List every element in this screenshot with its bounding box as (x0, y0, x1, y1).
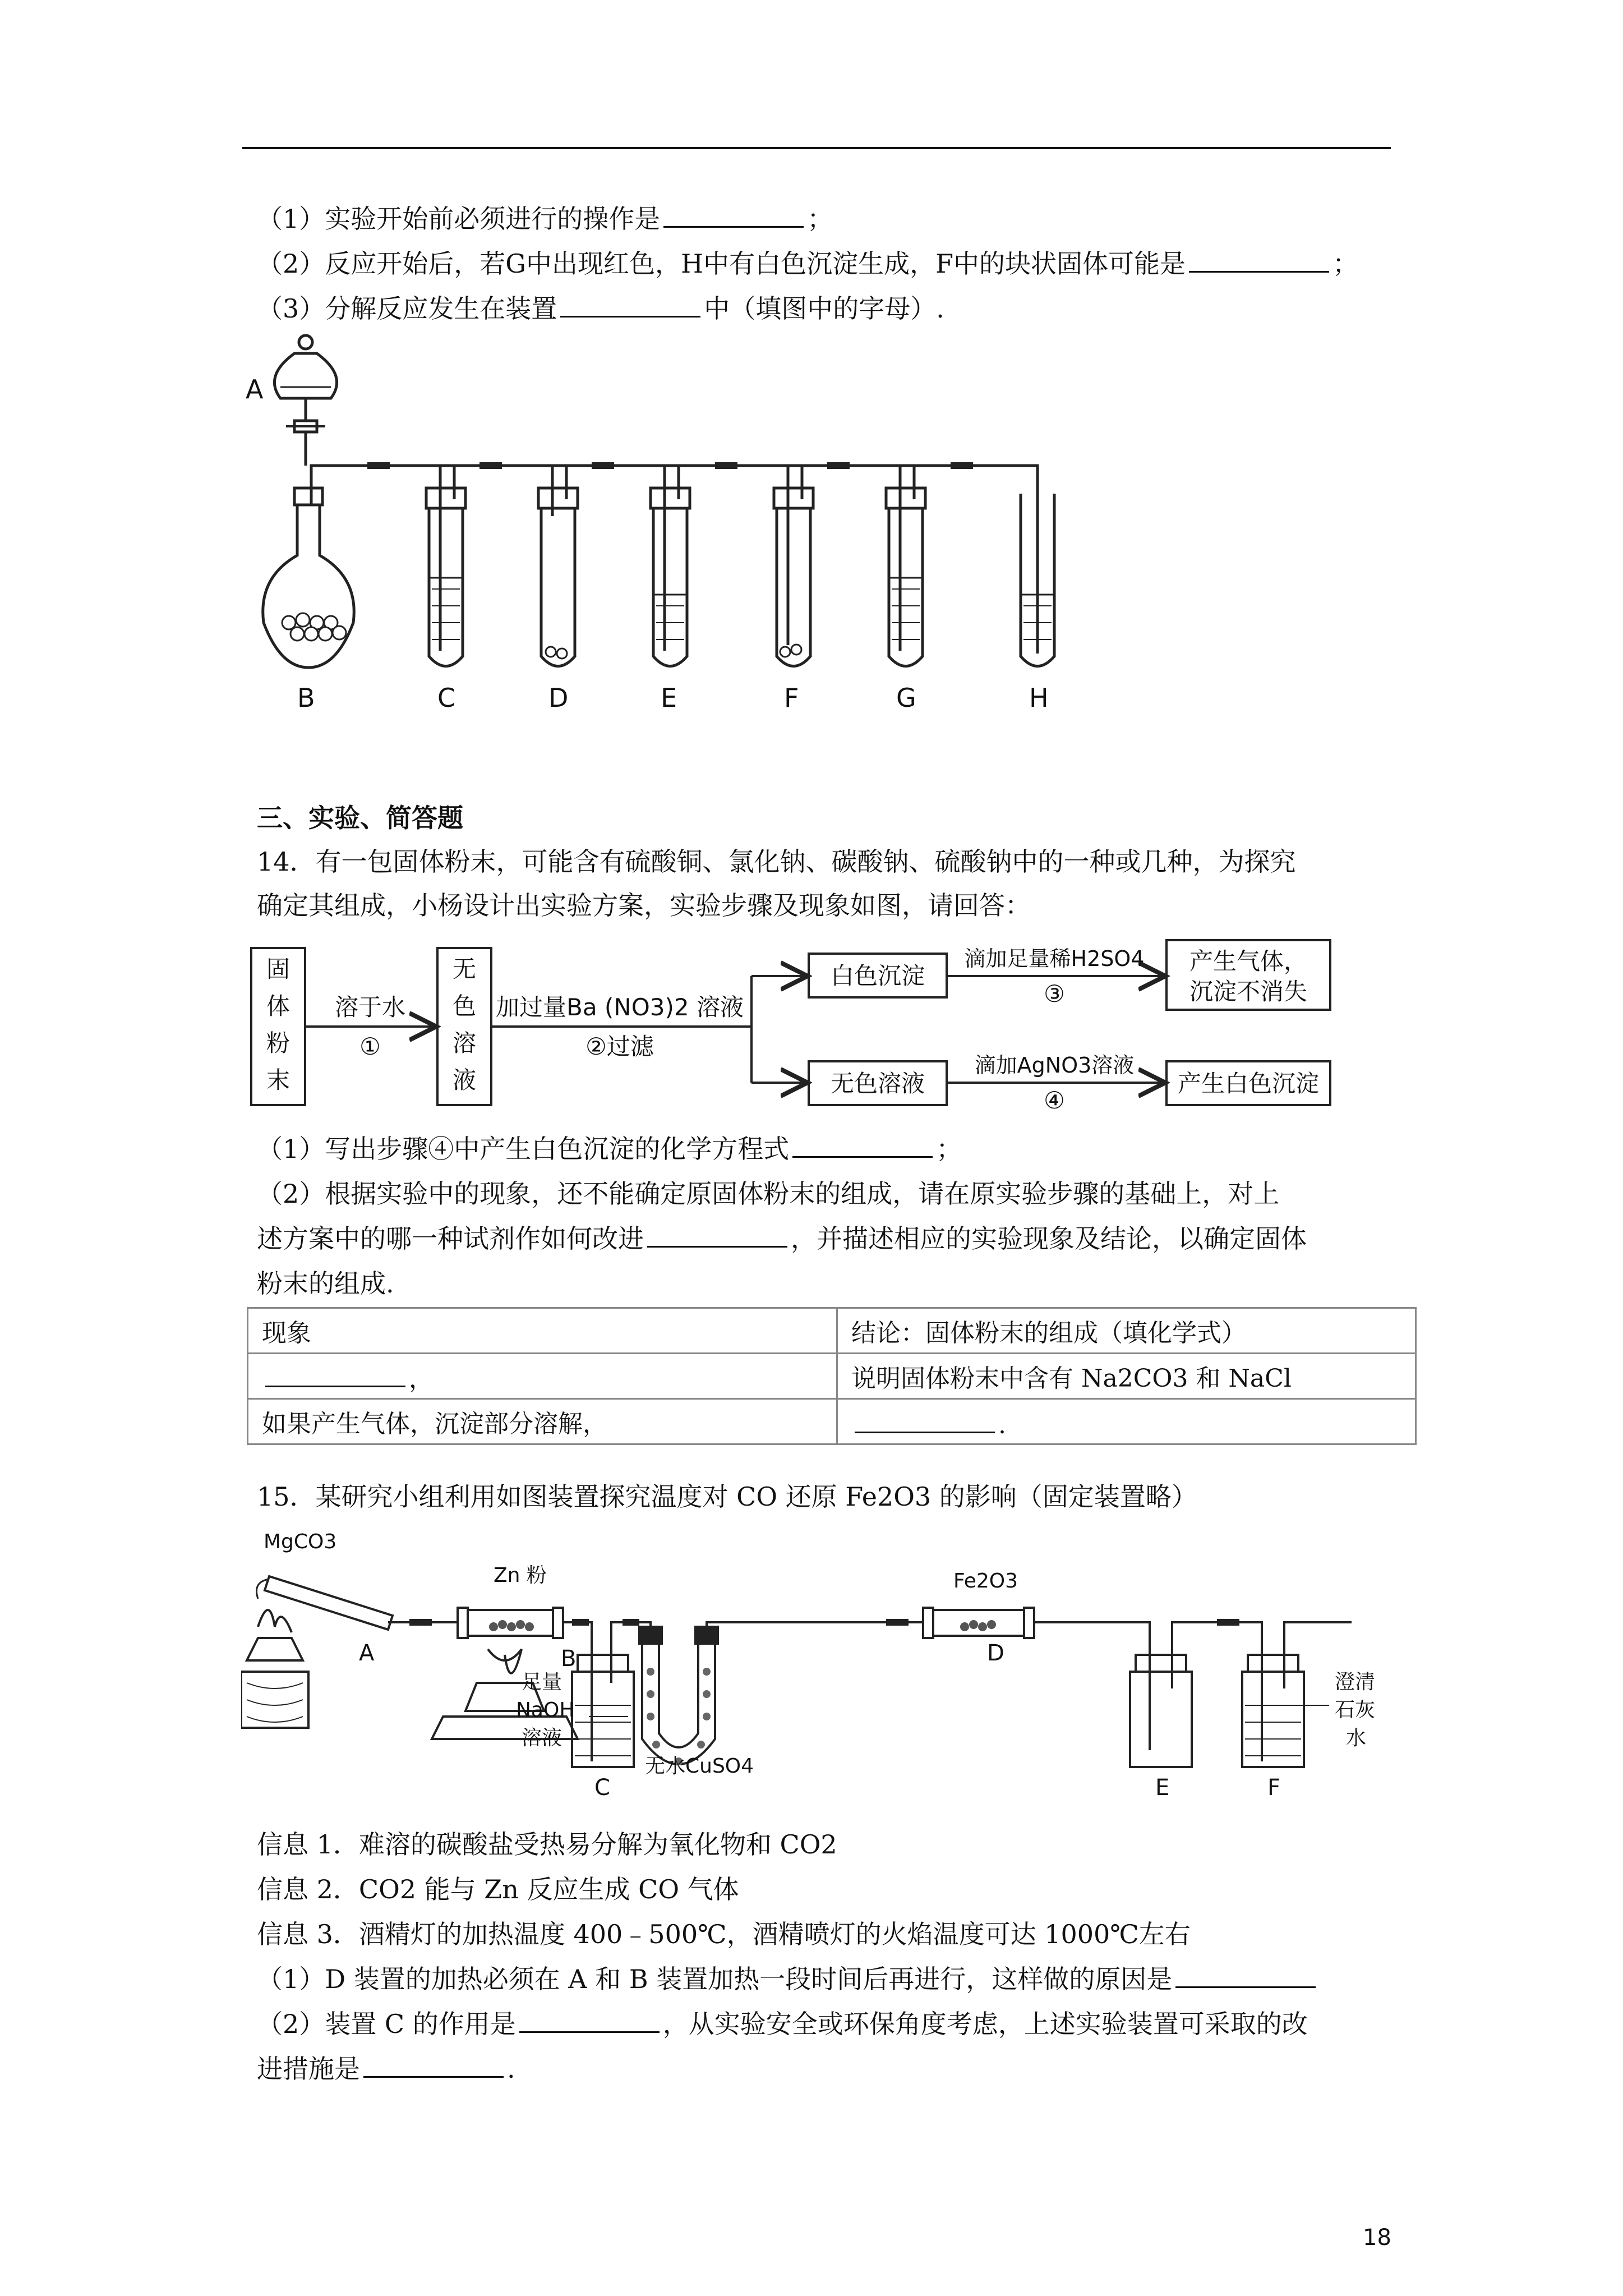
table-cell-text: . (998, 1411, 1006, 1439)
fig-label-naoh-3: 溶液 (522, 1727, 562, 1750)
q14-part2-line1: （2）根据实验中的现象，还不能确定原固体粉末的组成，请在原实验步骤的基础上，对上 (257, 1179, 1280, 1209)
flow-result4: 产生白色沉淀 (1177, 1070, 1320, 1097)
answer-blank[interactable] (560, 288, 700, 318)
table-cell: 说明固体粉末中含有 Na2CO3 和 NaCl (837, 1354, 1416, 1399)
q15-part2-b: ，从实验安全或环保角度考虑，上述实验装置可采取的改 (662, 2009, 1308, 2039)
fig-label-lime-2: 石灰 (1335, 1699, 1376, 1722)
q15-part1-text: （1）D 装置的加热必须在 A 和 B 装置加热一段时间后再进行，这样做的原因是 (257, 1964, 1173, 1994)
q14-result-table (247, 1307, 1417, 1445)
flow-arrow1-bottom: ① (359, 1033, 381, 1060)
q15-part2-line1 (257, 2003, 1308, 2045)
page-number: 18 (1363, 2225, 1391, 2251)
fig-label-a: A (246, 374, 264, 404)
section-heading: 三、实验、简答题 (257, 803, 463, 833)
q14-part2-line2-a: 述方案中的哪一种试剂作如何改进 (257, 1223, 644, 1254)
fig-letter-b: B (561, 1646, 577, 1672)
fig-letter-d: D (987, 1640, 1004, 1666)
fig-label-lime-3: 水 (1346, 1727, 1367, 1750)
fig-label-c: C (437, 683, 456, 712)
flow-start-char3: 粉 (266, 1029, 291, 1057)
q14-part2-line3: 粉末的组成. (257, 1268, 394, 1299)
q14-part1 (257, 1128, 962, 1170)
q13-apparatus-figure (241, 331, 1116, 712)
q15-info2: 信息 2．CO2 能与 Zn 反应生成 CO 气体 (257, 1874, 739, 1904)
answer-blank[interactable] (363, 2048, 504, 2078)
table-cell (837, 1399, 1416, 1444)
flow-solution-char2: 色 (452, 992, 477, 1020)
answer-blank[interactable] (647, 1218, 787, 1248)
q15-info1: 信息 1．难溶的碳酸盐受热易分解为氧化物和 CO2 (257, 1829, 837, 1860)
fig-label-d: D (548, 683, 569, 712)
q13-part3 (257, 287, 944, 330)
q14-flow-chart (247, 937, 1402, 1116)
q15-part2-c: 进措施是 (257, 2054, 360, 2084)
q13-part1 (257, 197, 833, 240)
flow-arrow2-top: 加过量Ba (NO3)2 溶液 (496, 993, 744, 1021)
q13-part2-end: ； (1332, 249, 1359, 279)
q15-info3: 信息 3．酒精灯的加热温度 400﹣500℃，酒精喷灯的火焰温度可达 1000℃左右 (257, 1919, 1191, 1949)
q14-stem-line1: 14．有一包固体粉末，可能含有硫酸铜、氯化钠、碳酸钠、硫酸钠中的一种或几种，为探究 (257, 846, 1296, 877)
table-header-phenomenon: 现象 (248, 1308, 837, 1354)
q13-part1-end: ； (807, 204, 833, 234)
flow-box-white-ppt: 白色沉淀 (830, 962, 925, 990)
fig-label-b: B (297, 683, 315, 712)
flow-arrow3-bottom: ③ (1044, 980, 1065, 1007)
fig-label-naoh-2: NaOH (516, 1699, 575, 1722)
fig-label-zn: Zn 粉 (494, 1564, 547, 1587)
fig-label-cuso4: 无水CuSO4 (645, 1755, 754, 1778)
q13-part1-text: （1）实验开始前必须进行的操作是 (257, 204, 661, 234)
answer-blank[interactable] (1189, 243, 1329, 273)
fig-label-f: F (784, 683, 799, 712)
flow-arrow3-top: 滴加足量稀H2SO4 (964, 946, 1145, 971)
q14-part2-line2-b: ，并描述相应的实验现象及结论，以确定固体 (791, 1223, 1307, 1254)
q13-part2 (257, 242, 1358, 285)
fig-label-mgco3: MgCO3 (264, 1530, 337, 1553)
fig-letter-c: C (594, 1775, 610, 1801)
q15-part2-a: （2）装置 C 的作用是 (257, 2009, 516, 2039)
answer-blank[interactable] (1175, 1958, 1316, 1988)
flow-arrow1-top: 溶于水 (334, 993, 406, 1021)
q15-apparatus-figure (241, 1526, 1396, 1806)
table-cell-text: ， (409, 1365, 434, 1393)
q13-part3-text: （3）分解反应发生在装置 (257, 293, 557, 324)
table-cell: 如果产生气体，沉淀部分溶解， (248, 1399, 837, 1444)
q14-part1-text: （1）写出步骤④中产生白色沉淀的化学方程式 (257, 1134, 790, 1164)
answer-blank[interactable] (265, 1358, 405, 1387)
flow-solution-char1: 无 (452, 955, 477, 983)
flow-arrow4-bottom: ④ (1044, 1087, 1065, 1114)
flow-start-char1: 固 (266, 955, 291, 983)
answer-blank[interactable] (519, 2003, 660, 2033)
table-row (248, 1308, 1416, 1354)
q14-stem-line2: 确定其组成，小杨设计出实验方案，实验步骤及现象如图，请回答： (257, 890, 1031, 921)
q13-part3-end: 中（填图中的字母）. (704, 293, 944, 324)
fig-label-lime-1: 澄清 (1335, 1671, 1376, 1694)
fig-label-g: G (896, 683, 916, 712)
flow-box-colorless: 无色溶液 (830, 1070, 925, 1097)
fig-label-fe2o3: Fe2O3 (953, 1570, 1018, 1593)
answer-blank[interactable] (663, 198, 804, 228)
table-row (248, 1399, 1416, 1444)
fig-letter-a: A (359, 1640, 375, 1666)
fig-label-naoh-1: 足量 (522, 1671, 562, 1694)
answer-blank[interactable] (855, 1404, 995, 1433)
fig-label-e: E (661, 683, 677, 712)
flow-arrow2-bottom: ②过滤 (585, 1033, 654, 1060)
flow-start-char4: 末 (266, 1066, 291, 1094)
q14-part1-end: ； (936, 1134, 962, 1164)
answer-blank[interactable] (792, 1128, 933, 1158)
flow-solution-char3: 溶 (452, 1029, 477, 1057)
fig-letter-f: F (1267, 1775, 1281, 1801)
table-header-conclusion: 结论：固体粉末的组成（填化学式） (837, 1308, 1416, 1354)
header-rule (242, 147, 1391, 149)
fig-letter-e: E (1155, 1775, 1170, 1801)
q15-part2-line2 (257, 2047, 515, 2090)
q15-stem: 15．某研究小组利用如图装置探究温度对 CO 还原 Fe2O3 的影响（固定装置略） (257, 1481, 1197, 1512)
flow-result3-line1: 产生气体， (1189, 947, 1308, 975)
q14-part2-line2 (257, 1217, 1307, 1260)
flow-result3-line2: 沉淀不消失 (1189, 978, 1308, 1005)
flow-arrow4-top: 滴加AgNO3溶液 (974, 1053, 1135, 1078)
table-cell (248, 1354, 837, 1399)
q13-part2-text: （2）反应开始后，若G中出现红色，H中有白色沉淀生成，F中的块状固体可能是 (257, 249, 1186, 279)
flow-solution-char4: 液 (452, 1066, 477, 1094)
table-row (248, 1354, 1416, 1399)
flow-start-char2: 体 (266, 992, 291, 1020)
fig-label-h: H (1029, 683, 1049, 712)
q15-part2-end: . (507, 2054, 515, 2084)
q15-part1 (257, 1958, 1319, 2000)
